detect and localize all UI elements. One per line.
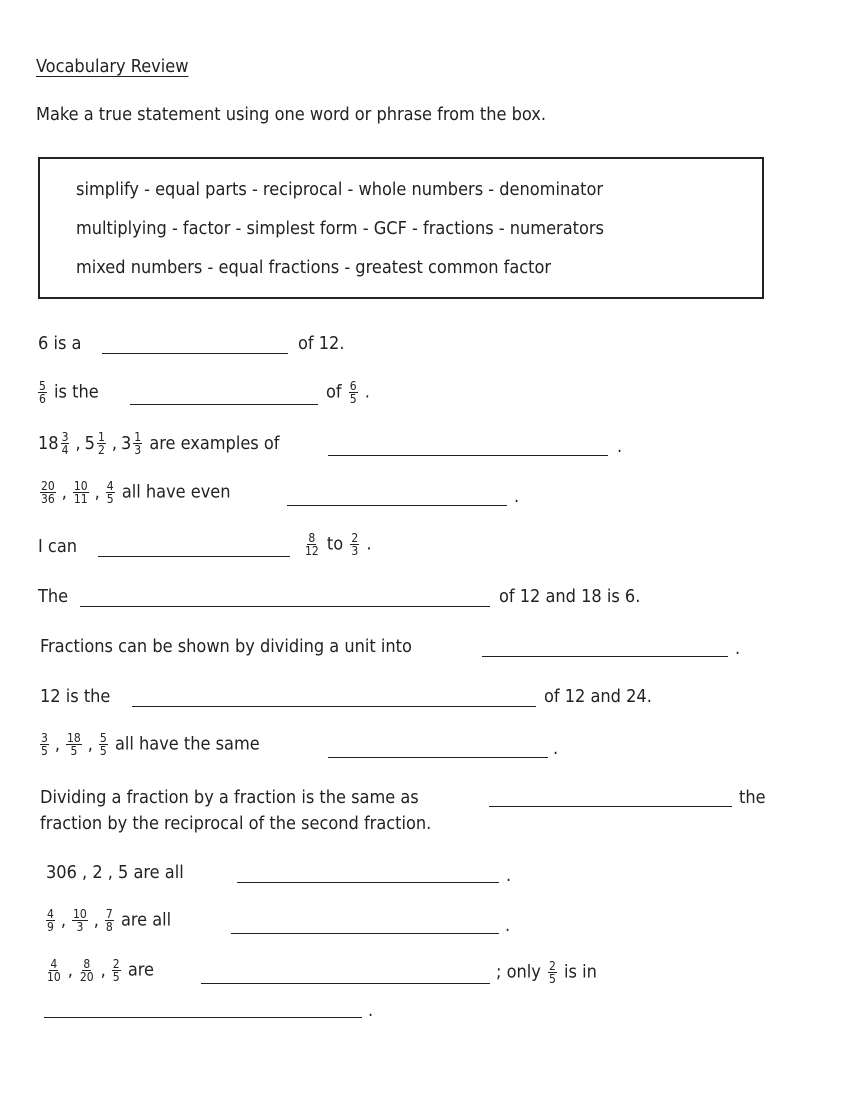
word-box-line: multiplying - factor - simplest form - GCF - fractions - numerators (76, 218, 604, 239)
q13-blank[interactable] (201, 983, 490, 984)
q10-text-after: the (739, 787, 766, 808)
word-box-line: mixed numbers - equal fractions - greatest common factor (76, 257, 552, 278)
fraction: $\frac{5}{5}$ (99, 731, 107, 758)
fraction: $\frac{8}{20}$ (79, 957, 94, 984)
q13-lead: $\frac{4}{10}$ , $\frac{8}{20}$ , $\frac{2}{5}$ are (47, 957, 154, 984)
fraction: $\frac{4}{10}$ (47, 957, 61, 984)
q13-text: are (127, 959, 154, 981)
q6-blank[interactable] (80, 606, 490, 607)
q2-tail: of $\frac{6}{5}$ . (326, 379, 370, 406)
fraction: $\frac{4}{5}$ (106, 479, 114, 506)
word-box-line: simplify - equal parts - reciprocal - whole numbers - denominator (76, 179, 604, 200)
fraction: $\frac{20}{36}$ (41, 479, 55, 506)
q9-blank[interactable] (328, 757, 548, 758)
fraction: $\frac{3}{5}$ (41, 731, 48, 758)
q10-text-line2: fraction by the reciprocal of the second fraction. (40, 813, 432, 834)
fraction: $\frac{18}{5}$ (67, 731, 81, 758)
q9-end: . (553, 738, 559, 759)
fraction: $\frac{8}{12}$ (305, 531, 319, 558)
word-box (38, 157, 764, 299)
q3-lead: 18 $\frac{3}{4}$ , 5 $\frac{1}{2}$ , 3 $\frac{1}{3}$ are examples of (38, 430, 280, 457)
q2-blank[interactable] (130, 404, 318, 405)
fraction: $\frac{6}{5}$ (349, 379, 357, 406)
fraction: $\frac{2}{5}$ (112, 957, 120, 984)
fraction: $\frac{1}{3}$ (134, 430, 142, 457)
fraction: $\frac{2}{5}$ (549, 959, 556, 986)
q3-end: . (617, 436, 623, 457)
q7-blank[interactable] (482, 656, 728, 657)
q3-text: are examples of (149, 433, 280, 454)
q7-end: . (735, 638, 741, 659)
q3-blank[interactable] (328, 455, 608, 456)
q1-blank[interactable] (102, 353, 288, 354)
fraction: $\frac{7}{8}$ (105, 907, 113, 934)
fraction: $\frac{2}{3}$ (351, 531, 359, 558)
q9-text: all have the same (114, 733, 260, 755)
q6-text: The (38, 586, 69, 607)
q11-text: 306 , 2 , 5 are all (46, 862, 184, 883)
q8-text: 12 is the (40, 686, 111, 707)
q5-text: I can (38, 536, 78, 557)
q4-end: . (514, 486, 520, 507)
q1-text-after: of 12. (298, 333, 345, 354)
fraction: $\frac{5}{6}$ (39, 379, 46, 406)
q10-blank[interactable] (489, 806, 732, 807)
q11-blank[interactable] (237, 882, 499, 883)
q6-text-after: of 12 and 18 is 6. (499, 586, 641, 607)
fraction: $\frac{10}{3}$ (73, 907, 87, 934)
q4-text: all have even (121, 481, 231, 503)
q12-blank[interactable] (231, 933, 499, 934)
q12-lead: $\frac{4}{9}$ , $\frac{10}{3}$ , $\frac{7}{8}$ are all (47, 907, 172, 934)
q12-text: are all (120, 909, 172, 931)
fraction: $\frac{4}{9}$ (47, 907, 54, 934)
q11-end: . (506, 865, 512, 886)
q13-tail: ; only $\frac{2}{5}$ is in (496, 959, 597, 986)
q9-lead: $\frac{3}{5}$ , $\frac{18}{5}$ , $\frac{5}{5}$ all have the same (41, 731, 260, 758)
instructions: Make a true statement using one word or phrase from the box. (36, 104, 547, 125)
q1-text: 6 is a (38, 333, 82, 354)
q7-text: Fractions can be shown by dividing a unit into (40, 636, 412, 657)
q13-blank-2[interactable] (44, 1017, 362, 1018)
q4-blank[interactable] (287, 505, 507, 506)
fraction: $\frac{3}{4}$ (61, 430, 69, 457)
q8-text-after: of 12 and 24. (544, 686, 652, 707)
page-heading: Vocabulary Review (36, 56, 189, 77)
q12-end: . (505, 915, 511, 936)
q10-text: Dividing a fraction by a fraction is the same as (40, 787, 419, 808)
q5-blank[interactable] (98, 556, 290, 557)
q4-lead: $\frac{20}{36}$ , $\frac{10}{11}$ , $\frac{4}{5}$ all have even (41, 479, 231, 506)
q5-tail: $\frac{8}{12}$ to $\frac{2}{3}$ . (305, 531, 372, 558)
q2-text: is the (54, 381, 99, 403)
q2-lead (36, 380, 99, 405)
fraction: $\frac{1}{2}$ (97, 430, 105, 457)
q8-blank[interactable] (132, 706, 536, 707)
q13-end: . (368, 1000, 374, 1021)
fraction: $\frac{10}{11}$ (73, 479, 88, 506)
